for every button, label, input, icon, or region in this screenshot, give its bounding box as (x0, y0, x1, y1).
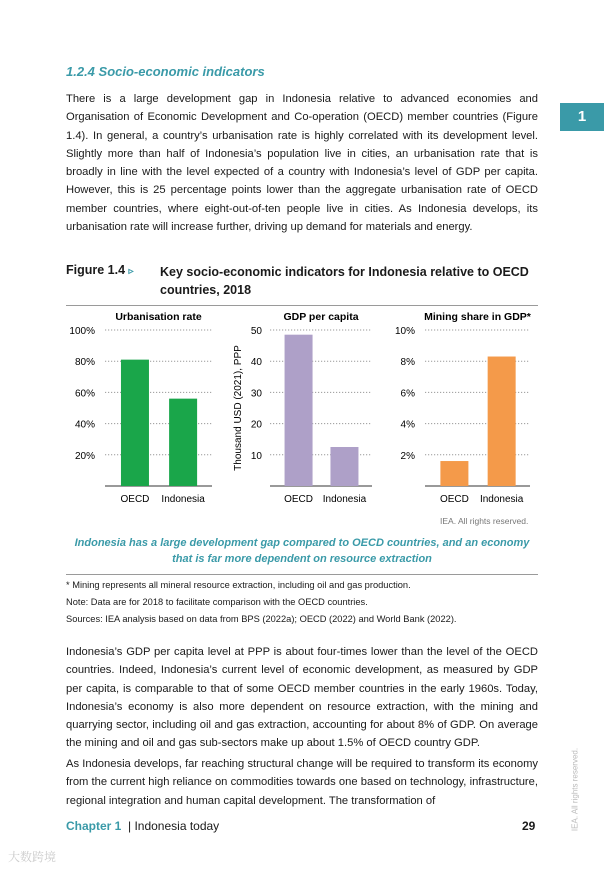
figure-note: * Mining represents all mineral resource extraction, including oil and gas production. (66, 580, 411, 590)
figure-takeaway: Indonesia has a large development gap compared to OECD countries, and an economy that is far more dependent on resource extraction (74, 537, 530, 565)
panel-title: Mining share in GDP* (424, 311, 531, 323)
figure-note: Note: Data are for 2018 to facilitate comparison with the OECD countries. (66, 597, 368, 607)
y-tick-label: 40% (74, 419, 95, 431)
footer-chapter: Chapter 1 (66, 819, 122, 833)
page-number: 29 (522, 819, 536, 833)
bar-oecd (440, 461, 468, 486)
bar-indonesia (330, 447, 358, 486)
y-tick-label: 2% (400, 450, 415, 462)
x-tick-label: OECD (439, 494, 469, 505)
figure-number: Figure 1.4 (66, 263, 126, 277)
figure-title: Key socio-economic indicators for Indonesia relative to OECD countries, 2018 (160, 265, 529, 297)
figure-sources: Sources: IEA analysis based on data from BPS (2022a); OECD (2022) and World Bank (2022). (66, 614, 457, 624)
bar-indonesia (488, 357, 516, 486)
panel-title: GDP per capita (283, 311, 359, 323)
figure-label (66, 263, 134, 277)
y-tick-label: 20 (250, 419, 262, 431)
x-tick-label: OECD (284, 494, 314, 505)
y-tick-label: 20% (74, 450, 95, 462)
y-tick-label: 50 (250, 326, 262, 337)
chapter-tab[interactable]: 1 (560, 103, 604, 131)
figure-chart (60, 305, 544, 510)
footer-section: | Indonesia today (128, 819, 220, 833)
y-tick-label: 30 (250, 388, 262, 400)
y-tick-label: 6% (400, 388, 415, 400)
x-tick-label: Indonesia (322, 494, 367, 505)
bar-indonesia (169, 399, 197, 486)
y-tick-label: 100% (69, 326, 95, 337)
side-rights-text: IEA. All rights reserved. (570, 747, 580, 832)
body-paragraph: Indonesia’s GDP per capita level at PPP is about four-times lower than the level of the OECD countries. Indeed, Indonesia’s current level of economic development, as measured by GDP per capita, is comparable to that of some OECD member countries in the early 1960s. Today, Indonesia’s economy is also more dependent on resource extraction, with the mining and quarrying sector, including oil and gas extraction, accounting for about 8% of GDP. On average the mining and oil and gas sub-sectors make up about 1.5% of OECD country GDP. (66, 646, 538, 750)
divider (66, 574, 538, 575)
y-axis-title: Thousand USD (2021), PPP (233, 345, 244, 471)
body-paragraph: As Indonesia develops, far reaching structural change will be required to transform its economy from the current high reliance on commodities towards one based on technology, infrastructure, regional integration and human capital development. The transformation of (66, 758, 538, 807)
y-tick-label: 10% (394, 326, 415, 337)
y-tick-label: 10 (250, 450, 262, 462)
triangle-icon: ▹ (128, 266, 134, 277)
watermark: 大数跨境 (8, 850, 57, 864)
section-heading: 1.2.4 Socio-economic indicators (66, 64, 265, 79)
panel-title: Urbanisation rate (115, 311, 202, 323)
x-tick-label: Indonesia (479, 494, 524, 505)
bar-oecd (121, 360, 149, 486)
bar-oecd (285, 335, 313, 486)
figure-credit: IEA. All rights reserved. (440, 516, 529, 526)
y-tick-label: 40 (250, 357, 262, 369)
y-tick-label: 60% (74, 388, 95, 400)
x-tick-label: OECD (120, 494, 150, 505)
y-tick-label: 80% (74, 357, 95, 369)
y-tick-label: 8% (400, 357, 415, 369)
x-tick-label: Indonesia (161, 494, 205, 505)
body-paragraph: There is a large development gap in Indonesia relative to advanced economies and Organisation of Economic Development and Co-operation (OECD) member countries (Figure 1.4). In general, a country’s urbanisation rate is highly correlated with its development level. Slightly more than half of Indonesia’s population live in cities, an urbanisation rate that is broadly in line with the level expected of a country with Indonesia’s level of GDP per capita. However, this is 25 percentage points lower than the aggregate urbanisation rate of OECD member countries, where eight-out-of-ten people live in cities. As Indonesia develops, its urbanisation rate will increase further, driving up demand for materials and energy. (66, 93, 538, 234)
y-tick-label: 4% (400, 419, 415, 431)
